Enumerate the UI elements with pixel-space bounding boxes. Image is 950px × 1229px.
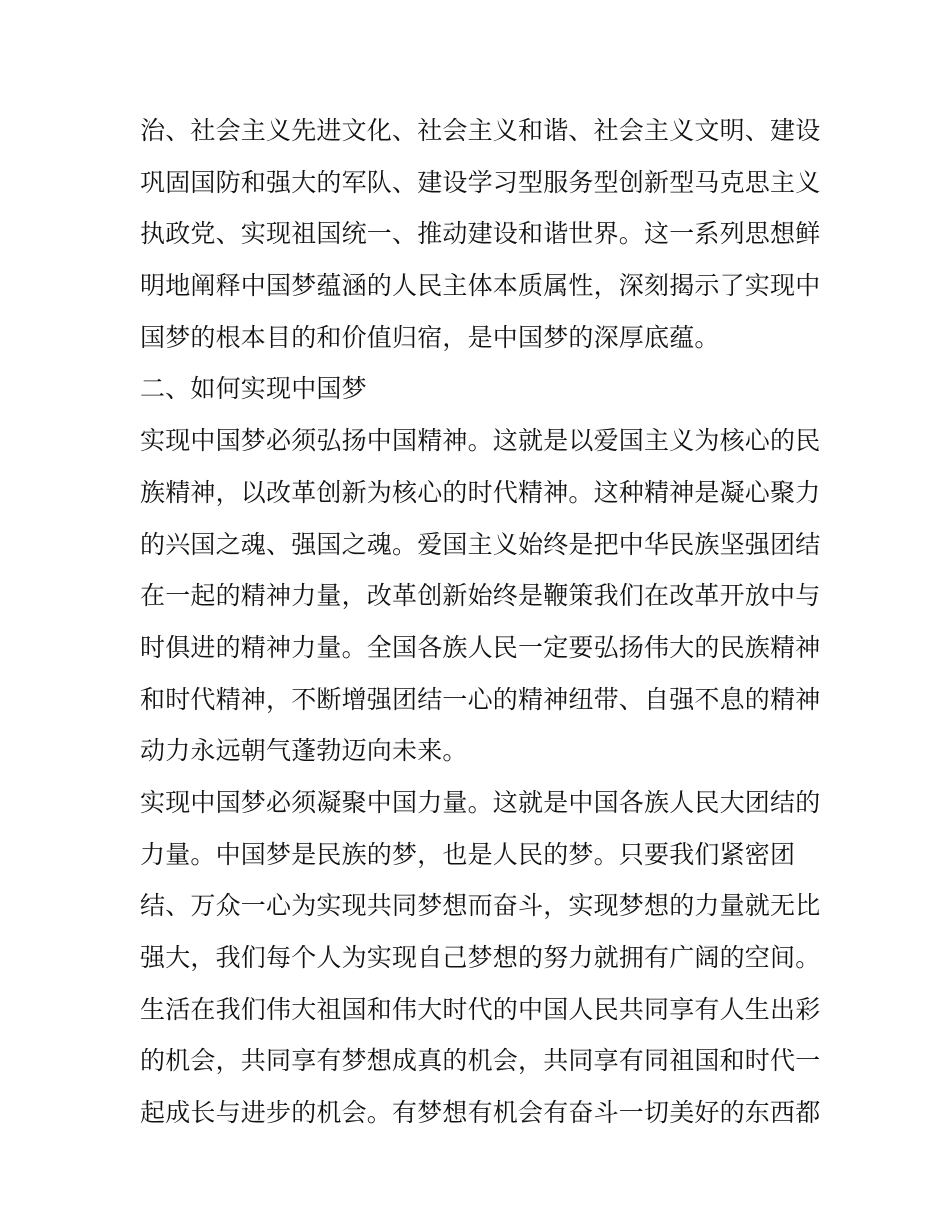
text-line: 和时代精神，不断增强团结一心的精神纽带、自强不息的精神	[140, 684, 821, 714]
text-line: 执政党、实现祖国统一、推动建设和谐世界。这一系列思想鲜	[140, 219, 821, 249]
section-heading: 二、如何实现中国梦	[140, 374, 367, 404]
text-line: 实现中国梦必须弘扬中国精神。这就是以爱国主义为核心的民	[140, 426, 821, 456]
text-line: 实现中国梦必须凝聚中国力量。这就是中国各族人民大团结的	[140, 787, 821, 817]
text-line: 生活在我们伟大祖国和伟大时代的中国人民共同享有人生出彩	[140, 994, 821, 1024]
text-line: 的兴国之魂、强国之魂。爱国主义始终是把中华民族坚强团结	[140, 529, 821, 559]
text-line: 强大，我们每个人为实现自己梦想的努力就拥有广阔的空间。	[140, 943, 821, 972]
text-line: 时俱进的精神力量。全国各族人民一定要弘扬伟大的民族精神	[140, 632, 821, 662]
text-line: 起成长与进步的机会。有梦想有机会有奋斗一切美好的东西都	[140, 1098, 821, 1128]
text-line: 动力永远朝气蓬勃迈向未来。	[140, 736, 468, 766]
text-line: 治、社会主义先进文化、社会主义和谐、社会主义文明、建设	[140, 116, 821, 145]
text-line: 国梦的根本目的和价值归宿，是中国梦的深厚底蕴。	[140, 322, 720, 352]
text-line: 在一起的精神力量，改革创新始终是鞭策我们在改革开放中与	[140, 581, 821, 611]
text-line: 力量。中国梦是民族的梦，也是人民的梦。只要我们紧密团	[140, 839, 796, 869]
text-line: 结、万众一心为实现共同梦想而奋斗，实现梦想的力量就无比	[140, 891, 821, 921]
text-line: 族精神，以改革创新为核心的时代精神。这种精神是凝心聚力	[140, 477, 821, 507]
document-body-text	[140, 105, 820, 1139]
text-line: 的机会，共同享有梦想成真的机会，共同享有同祖国和时代一	[140, 1046, 821, 1076]
text-line: 明地阐释中国梦蕴涵的人民主体本质属性，深刻揭示了实现中	[140, 271, 821, 301]
text-line: 巩固国防和强大的军队、建设学习型服务型创新型马克思主义	[140, 167, 821, 197]
